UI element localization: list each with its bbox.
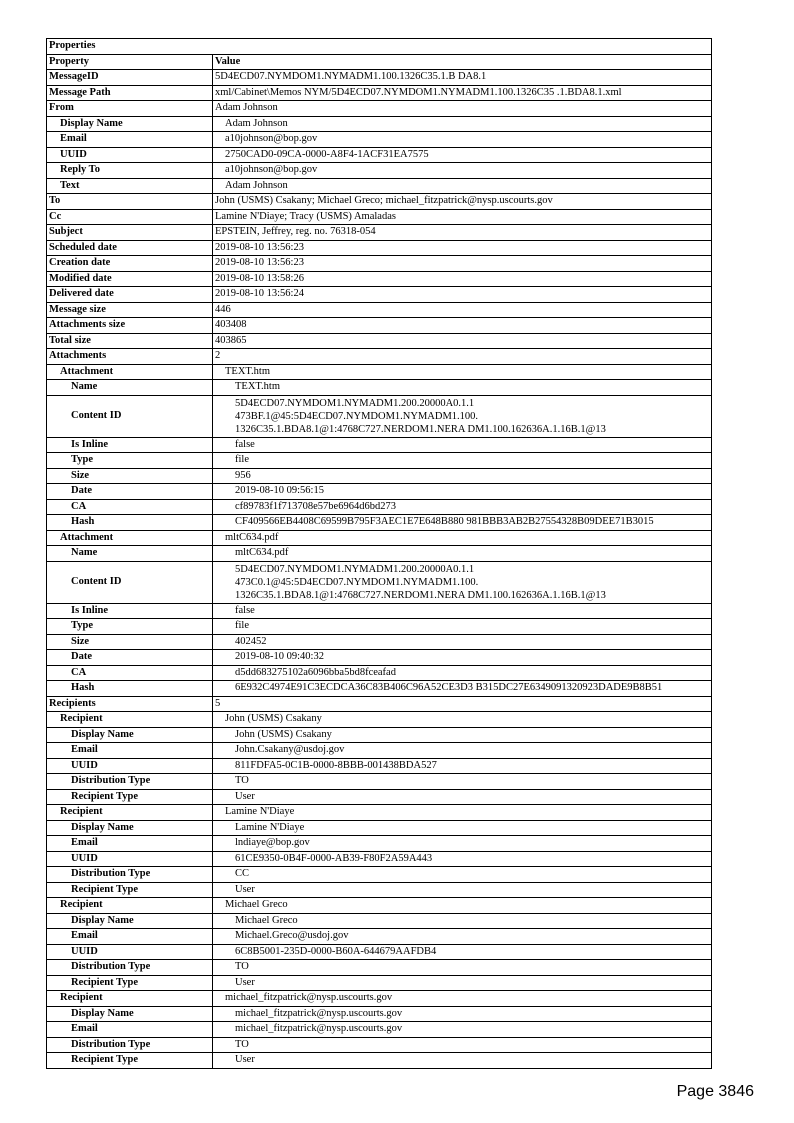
- property-name: Attachment: [47, 530, 213, 546]
- properties-table: [46, 38, 712, 1069]
- table-row: [47, 929, 712, 945]
- property-value: 61CE9350-0B4F-0000-AB39-F80F2A59A443: [213, 851, 712, 867]
- table-row: [47, 116, 712, 132]
- property-name: Attachments size: [47, 318, 213, 334]
- property-name: Type: [47, 619, 213, 635]
- table-row: [47, 147, 712, 163]
- property-name: Distribution Type: [47, 1037, 213, 1053]
- property-name: Email: [47, 1022, 213, 1038]
- property-name: Recipient Type: [47, 789, 213, 805]
- property-name: Scheduled date: [47, 240, 213, 256]
- property-name: Content ID: [47, 561, 213, 603]
- property-name: Text: [47, 178, 213, 194]
- property-name: Modified date: [47, 271, 213, 287]
- table-header-row: [47, 54, 712, 70]
- table-title: Properties: [47, 39, 712, 55]
- property-name: Recipient Type: [47, 1053, 213, 1069]
- table-row: [47, 619, 712, 635]
- property-name: Type: [47, 453, 213, 469]
- table-row: [47, 453, 712, 469]
- table-row: [47, 820, 712, 836]
- table-row: [47, 178, 712, 194]
- table-row: [47, 727, 712, 743]
- property-name: Hash: [47, 515, 213, 531]
- property-value: John (USMS) Csakany: [213, 727, 712, 743]
- table-row: [47, 561, 712, 603]
- property-name: Reply To: [47, 163, 213, 179]
- property-value: file: [213, 453, 712, 469]
- property-value: a10johnson@bop.gov: [213, 132, 712, 148]
- table-row: [47, 380, 712, 396]
- property-value: michael_fitzpatrick@nysp.uscourts.gov: [213, 1022, 712, 1038]
- table-row: [47, 960, 712, 976]
- property-value: file: [213, 619, 712, 635]
- table-row: [47, 696, 712, 712]
- header-property: Property: [47, 54, 213, 70]
- property-name: Email: [47, 929, 213, 945]
- table-row: [47, 1037, 712, 1053]
- property-name: Display Name: [47, 727, 213, 743]
- property-value: CC: [213, 867, 712, 883]
- property-value: 956: [213, 468, 712, 484]
- property-name: UUID: [47, 851, 213, 867]
- property-value: TEXT.htm: [213, 364, 712, 380]
- property-name: Email: [47, 743, 213, 759]
- table-row: [47, 867, 712, 883]
- table-row: [47, 650, 712, 666]
- property-name: Attachments: [47, 349, 213, 365]
- property-value: 5D4ECD07.NYMDOM1.NYMADM1.200.20000A0.1.1 473BF.1@45:5D4ECD07.NYMDOM1.NYMADM1.100. 1326C35.1.BDA8.1@1:4768C727.NERDOM1.NERA DM1.100.162636A.1.16B.1@13: [213, 395, 712, 437]
- property-value: false: [213, 603, 712, 619]
- property-value: 2: [213, 349, 712, 365]
- table-row: [47, 898, 712, 914]
- table-row: [47, 851, 712, 867]
- table-row: [47, 287, 712, 303]
- property-name: Delivered date: [47, 287, 213, 303]
- property-name: Recipient Type: [47, 975, 213, 991]
- property-name: Message size: [47, 302, 213, 318]
- property-name: Name: [47, 546, 213, 562]
- table-row: [47, 302, 712, 318]
- property-name: Subject: [47, 225, 213, 241]
- property-name: Email: [47, 836, 213, 852]
- property-value: 403408: [213, 318, 712, 334]
- table-row: [47, 85, 712, 101]
- table-row: [47, 318, 712, 334]
- table-row: [47, 209, 712, 225]
- property-value: 6C8B5001-235D-0000-B60A-644679AAFDB4: [213, 944, 712, 960]
- property-name: Hash: [47, 681, 213, 697]
- table-row: [47, 882, 712, 898]
- property-name: Cc: [47, 209, 213, 225]
- table-row: [47, 546, 712, 562]
- table-row: [47, 468, 712, 484]
- property-name: UUID: [47, 758, 213, 774]
- property-name: Is Inline: [47, 437, 213, 453]
- property-value: TO: [213, 960, 712, 976]
- table-row: [47, 530, 712, 546]
- property-value: 5: [213, 696, 712, 712]
- property-value: 2019-08-10 09:40:32: [213, 650, 712, 666]
- property-value: John (USMS) Csakany: [213, 712, 712, 728]
- property-name: Name: [47, 380, 213, 396]
- table-row: [47, 132, 712, 148]
- table-row: [47, 991, 712, 1007]
- property-name: Distribution Type: [47, 774, 213, 790]
- table-row: [47, 484, 712, 500]
- property-name: Email: [47, 132, 213, 148]
- header-value: Value: [213, 54, 712, 70]
- table-row: [47, 515, 712, 531]
- table-row: [47, 70, 712, 86]
- table-row: [47, 789, 712, 805]
- table-row: [47, 1053, 712, 1069]
- table-row: [47, 758, 712, 774]
- property-value: Lamine N'Diaye: [213, 805, 712, 821]
- property-value: TO: [213, 1037, 712, 1053]
- property-value: User: [213, 975, 712, 991]
- property-value: John (USMS) Csakany; Michael Greco; michael_fitzpatrick@nysp.uscourts.gov: [213, 194, 712, 210]
- table-row: [47, 194, 712, 210]
- property-value: 403865: [213, 333, 712, 349]
- property-name: Display Name: [47, 116, 213, 132]
- table-row: [47, 665, 712, 681]
- property-name: Distribution Type: [47, 960, 213, 976]
- property-name: CA: [47, 499, 213, 515]
- property-name: Date: [47, 484, 213, 500]
- property-value: 5D4ECD07.NYMDOM1.NYMADM1.200.20000A0.1.1 473C0.1@45:5D4ECD07.NYMDOM1.NYMADM1.100. 1326C35.1.BDA8.1@1:4768C727.NERDOM1.NERA DM1.100.162636A.1.16B.1@13: [213, 561, 712, 603]
- table-row: [47, 101, 712, 117]
- table-row: [47, 944, 712, 960]
- property-name: Total size: [47, 333, 213, 349]
- table-row: [47, 1022, 712, 1038]
- property-value: 2019-08-10 13:58:26: [213, 271, 712, 287]
- property-value: lndiaye@bop.gov: [213, 836, 712, 852]
- property-name: Display Name: [47, 1006, 213, 1022]
- property-value: Lamine N'Diaye: [213, 820, 712, 836]
- property-value: michael_fitzpatrick@nysp.uscourts.gov: [213, 991, 712, 1007]
- property-value: 2019-08-10 13:56:23: [213, 240, 712, 256]
- table-row: [47, 975, 712, 991]
- property-value: Adam Johnson: [213, 101, 712, 117]
- property-value: a10johnson@bop.gov: [213, 163, 712, 179]
- property-name: To: [47, 194, 213, 210]
- property-value: CF409566EB4408C69599B795F3AEC1E7E648B880 981BBB3AB2B27554328B09DEE71B3015: [213, 515, 712, 531]
- property-name: UUID: [47, 147, 213, 163]
- page-number: Page 3846: [676, 1083, 754, 1100]
- table-row: [47, 836, 712, 852]
- table-row: [47, 805, 712, 821]
- table-row: [47, 913, 712, 929]
- table-row: [47, 349, 712, 365]
- property-value: cf89783f1f713708e57be6964d6bd273: [213, 499, 712, 515]
- table-row: [47, 681, 712, 697]
- property-name: Recipient Type: [47, 882, 213, 898]
- property-name: Attachment: [47, 364, 213, 380]
- property-value: Adam Johnson: [213, 116, 712, 132]
- property-value: TO: [213, 774, 712, 790]
- property-value: mltC634.pdf: [213, 546, 712, 562]
- property-name: Display Name: [47, 820, 213, 836]
- property-value: Michael Greco: [213, 898, 712, 914]
- table-row: [47, 603, 712, 619]
- property-name: Recipient: [47, 712, 213, 728]
- property-value: false: [213, 437, 712, 453]
- property-value: EPSTEIN, Jeffrey, reg. no. 76318-054: [213, 225, 712, 241]
- property-value: d5dd683275102a6096bba5bd8fceafad: [213, 665, 712, 681]
- property-name: CA: [47, 665, 213, 681]
- property-value: 6E932C4974E91C3ECDCA36C83B406C96A52CE3D3 B315DC27E6349091320923DADE9B8B51: [213, 681, 712, 697]
- property-value: Michael.Greco@usdoj.gov: [213, 929, 712, 945]
- property-value: 811FDFA5-0C1B-0000-8BBB-001438BDA527: [213, 758, 712, 774]
- property-value: 2019-08-10 13:56:24: [213, 287, 712, 303]
- property-value: Michael Greco: [213, 913, 712, 929]
- property-value: User: [213, 882, 712, 898]
- property-value: michael_fitzpatrick@nysp.uscourts.gov: [213, 1006, 712, 1022]
- property-name: Size: [47, 634, 213, 650]
- property-name: Recipient: [47, 898, 213, 914]
- table-row: [47, 499, 712, 515]
- table-row: [47, 634, 712, 650]
- property-value: User: [213, 789, 712, 805]
- table-row: [47, 774, 712, 790]
- table-row: [47, 240, 712, 256]
- property-value: 2019-08-10 13:56:23: [213, 256, 712, 272]
- table-row: [47, 256, 712, 272]
- property-name: Date: [47, 650, 213, 666]
- table-row: [47, 437, 712, 453]
- property-name: Message Path: [47, 85, 213, 101]
- table-row: [47, 364, 712, 380]
- properties-table-body: [47, 39, 712, 1069]
- property-name: From: [47, 101, 213, 117]
- property-value: 2750CAD0-09CA-0000-A8F4-1ACF31EA7575: [213, 147, 712, 163]
- property-value: User: [213, 1053, 712, 1069]
- table-row: [47, 225, 712, 241]
- property-value: TEXT.htm: [213, 380, 712, 396]
- table-row: [47, 271, 712, 287]
- property-value: 402452: [213, 634, 712, 650]
- table-row: [47, 1006, 712, 1022]
- table-row: [47, 163, 712, 179]
- property-name: Is Inline: [47, 603, 213, 619]
- property-name: UUID: [47, 944, 213, 960]
- property-value: 446: [213, 302, 712, 318]
- table-row: [47, 743, 712, 759]
- property-name: Recipients: [47, 696, 213, 712]
- table-title-row: [47, 39, 712, 55]
- property-value: John.Csakany@usdoj.gov: [213, 743, 712, 759]
- property-name: Recipient: [47, 991, 213, 1007]
- property-name: Content ID: [47, 395, 213, 437]
- property-value: Lamine N'Diaye; Tracy (USMS) Amaladas: [213, 209, 712, 225]
- property-value: 5D4ECD07.NYMDOM1.NYMADM1.100.1326C35.1.B DA8.1: [213, 70, 712, 86]
- property-name: Display Name: [47, 913, 213, 929]
- property-value: mltC634.pdf: [213, 530, 712, 546]
- property-name: Size: [47, 468, 213, 484]
- property-value: 2019-08-10 09:56:15: [213, 484, 712, 500]
- property-name: MessageID: [47, 70, 213, 86]
- property-name: Distribution Type: [47, 867, 213, 883]
- property-value: xml/Cabinet\Memos NYM/5D4ECD07.NYMDOM1.NYMADM1.100.1326C35 .1.BDA8.1.xml: [213, 85, 712, 101]
- table-row: [47, 333, 712, 349]
- table-row: [47, 395, 712, 437]
- property-name: Recipient: [47, 805, 213, 821]
- property-value: Adam Johnson: [213, 178, 712, 194]
- table-row: [47, 712, 712, 728]
- property-name: Creation date: [47, 256, 213, 272]
